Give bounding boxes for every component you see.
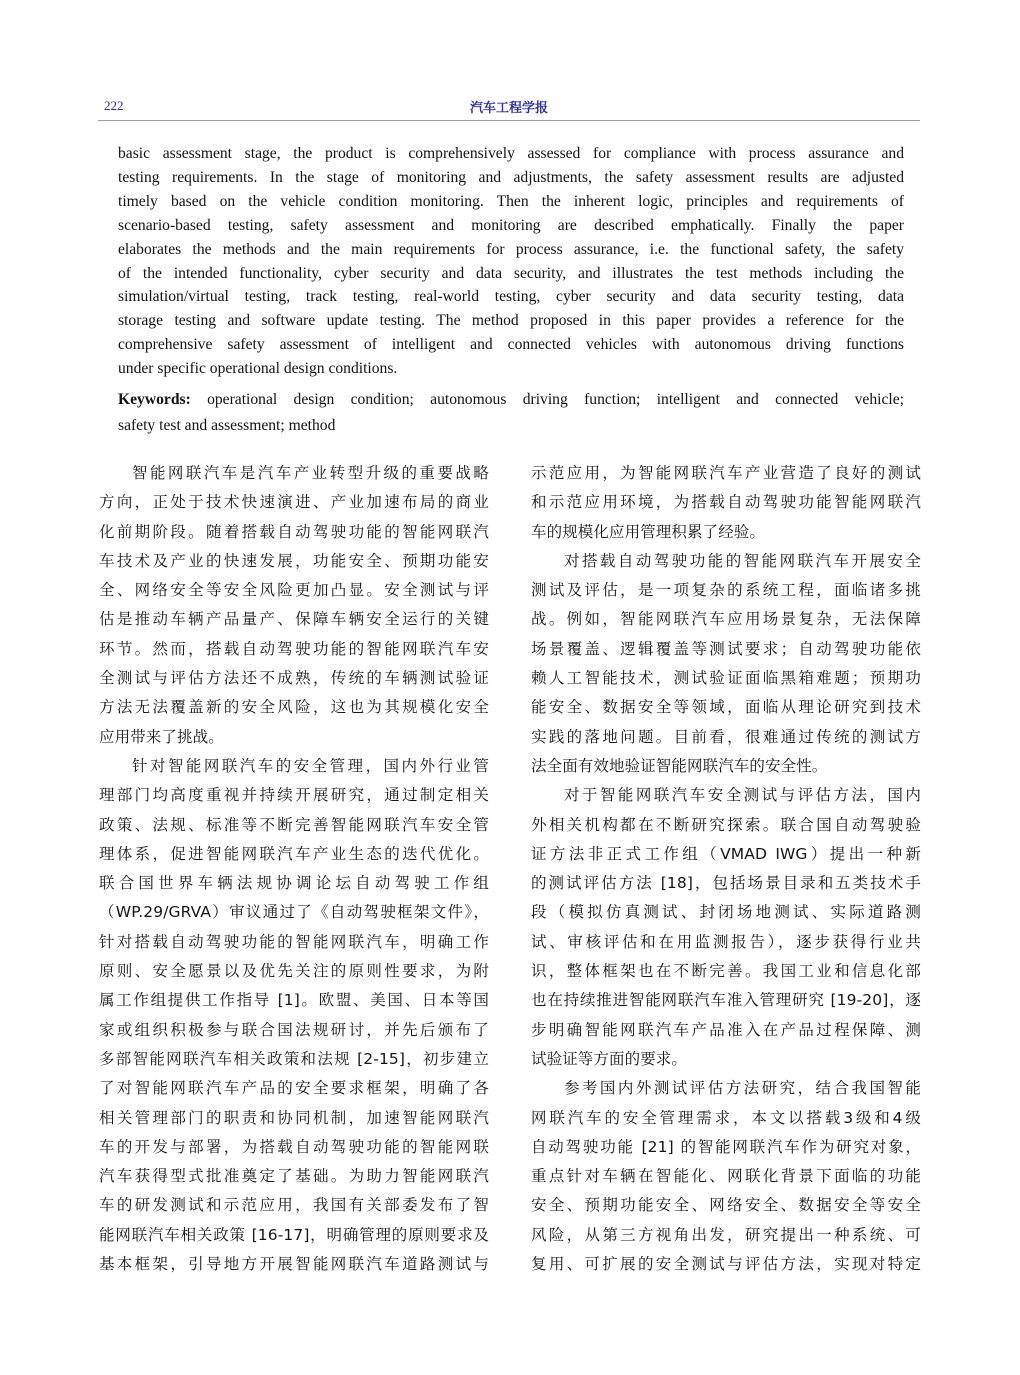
abstract-line: testing requirements. In the stage of monitoring and adjustments, the safety assessment results are adjusted xyxy=(118,168,904,186)
abstract-line: scenario-based testing, safety assessment and monitoring are described emphatically. Finally the paper xyxy=(118,216,904,234)
body-line: 了对智能网联汽车产品的安全要求框架，明确了各 xyxy=(99,1079,489,1098)
body-line: 家或组织积极参与联合国法规研讨，并先后颁布了 xyxy=(99,1020,489,1039)
body-line: 风险，从第三方视角出发，研究提出一种系统、可 xyxy=(531,1225,921,1244)
body-line: 对于智能网联汽车安全测试与评估方法，国内 xyxy=(564,786,921,805)
abstract-line: storage testing and software update testing. The method proposed in this paper provides a reference for the xyxy=(118,312,904,330)
body-line: 试验证等方面的要求。 xyxy=(531,1049,688,1068)
body-line: 针对搭载自动驾驶功能的智能网联汽车，明确工作 xyxy=(99,932,489,951)
abstract-line: simulation/virtual testing, track testing, real-world testing, cyber security and data security testing, data xyxy=(118,288,904,306)
abstract-line: basic assessment stage, the product is comprehensively assessed for compliance with process assurance and xyxy=(118,145,904,162)
body-line: 网联汽车的安全管理需求，本文以搭载3级和4级 xyxy=(531,1108,921,1127)
body-line: 的测试评估方法 [18]，包括场景目录和五类技术手 xyxy=(531,874,921,893)
body-line: 证方法非正式工作组（VMAD IWG）提出一种新 xyxy=(531,844,921,863)
body-line: 多部智能网联汽车相关政策和法规 [2-15]，初步建立 xyxy=(99,1049,489,1068)
body-line: 安全、预期功能安全、网络安全、数据安全等安全 xyxy=(531,1196,921,1215)
body-line: 化前期阶段。随着搭载自动驾驶功能的智能网联汽 xyxy=(99,522,489,541)
keywords-line xyxy=(118,387,904,413)
body-line: 参考国内外测试评估方法研究，结合我国智能 xyxy=(564,1079,921,1098)
keywords-label: Keywords: xyxy=(118,391,191,408)
keywords-line: safety test and assessment; method xyxy=(118,417,336,434)
body-line: 估是推动车辆产品量产、保障车辆安全运行的关键 xyxy=(99,610,489,629)
body-line: 车的研发测试和示范应用，我国有关部委发布了智 xyxy=(99,1196,489,1215)
english-abstract xyxy=(118,142,904,381)
body-line: 场景覆盖、逻辑覆盖等测试要求；自动驾驶功能依 xyxy=(531,639,921,658)
body-line: 示范应用，为智能网联汽车产业营造了良好的测试 xyxy=(531,464,921,482)
body-line: 基本框架，引导地方开展智能网联汽车道路测试与 xyxy=(99,1255,489,1274)
body-line: 理部门均高度重视并持续开展研究，通过制定相关 xyxy=(99,786,489,805)
body-line: 政策、法规、标准等不断完善智能网联汽车安全管 xyxy=(99,815,489,834)
body-line: 测试及评估，是一项复杂的系统工程，面临诸多挑 xyxy=(531,581,921,600)
body-line: 外相关机构都在不断研究探索。联合国自动驾驶验 xyxy=(531,815,921,834)
body-line: （WP.29/GRVA）审议通过了《自动驾驶框架文件》， xyxy=(99,903,489,922)
page-header xyxy=(98,96,920,121)
body-line: 原则、安全愿景以及优先关注的原则性要求，为附 xyxy=(99,962,489,981)
body-line: 战。例如，智能网联汽车应用场景复杂，无法保障 xyxy=(531,610,921,629)
body-line: 环节。然而，搭载自动驾驶功能的智能网联汽车安 xyxy=(99,639,489,658)
body-line: 试、审核评估和在用监测报告），逐步获得行业共 xyxy=(531,932,921,951)
keywords-block xyxy=(118,387,904,439)
body-line: 也在持续推进智能网联汽车准入管理研究 [19-20]，逐 xyxy=(531,991,921,1010)
body-line: 赖人工智能技术，测试验证面临黑箱难题；预期功 xyxy=(531,669,921,688)
body-line: 识，整体框架也在不断完善。我国工业和信息化部 xyxy=(531,962,921,981)
abstract-line: of the intended functionality, cyber security and data security, and illustrates the test methods including the xyxy=(118,264,904,282)
body-line: 重点针对车辆在智能化、网联化背景下面临的功能 xyxy=(531,1167,921,1186)
body-line: 和示范应用环境，为搭载自动驾驶功能智能网联汽 xyxy=(531,493,921,512)
body-line: 应用带来了挑战。 xyxy=(99,727,224,746)
body-line: 复用、可扩展的安全测试与评估方法，实现对特定 xyxy=(531,1255,921,1274)
body-line: 能安全、数据安全等领域，面临从理论研究到技术 xyxy=(531,698,921,717)
body-line: 对搭载自动驾驶功能的智能网联汽车开展安全 xyxy=(564,551,921,570)
page-number: 222 xyxy=(104,98,124,113)
abstract-line: under specific operational design conditions. xyxy=(118,360,398,378)
body-line: 车的规模化应用管理积累了经验。 xyxy=(531,522,766,541)
body-line: 全测试与评估方法还不成熟，传统的车辆测试验证 xyxy=(99,669,489,688)
abstract-line: timely based on the vehicle condition monitoring. Then the inherent logic, principles and requirements of xyxy=(118,192,904,210)
body-line: 段（模拟仿真测试、封闭场地测试、实际道路测 xyxy=(531,903,921,922)
keywords-text: operational design condition; autonomous driving function; intelligent and connected vehicle; xyxy=(190,391,904,408)
body-line: 针对智能网联汽车的安全管理，国内外行业管 xyxy=(132,756,489,775)
abstract-line: elaborates the methods and the main requirements for process assurance, i.e. the functional safety, the safety xyxy=(118,240,904,258)
body-line: 全、网络安全等安全风险更加凸显。安全测试与评 xyxy=(99,581,489,600)
body-line: 能网联汽车相关政策 [16-17]，明确管理的原则要求及 xyxy=(99,1225,489,1244)
body-line: 方向，正处于技术快速演进、产业加速布局的商业 xyxy=(99,493,489,512)
body-line: 相关管理部门的职责和协同机制，加速智能网联汽 xyxy=(99,1108,489,1127)
body-column-left xyxy=(99,459,489,1279)
body-line: 属工作组提供工作指导 [1]。欧盟、美国、日本等国 xyxy=(99,991,489,1010)
body-line: 车技术及产业的快速发展，功能安全、预期功能安 xyxy=(99,551,489,570)
body-line: 汽车获得型式批准奠定了基础。为助力智能网联汽 xyxy=(99,1167,489,1186)
body-line: 智能网联汽车是汽车产业转型升级的重要战略 xyxy=(132,464,489,482)
abstract-line: comprehensive safety assessment of intelligent and connected vehicles with autonomous driving functions xyxy=(118,336,904,354)
body-line: 联合国世界车辆法规协调论坛自动驾驶工作组 xyxy=(99,874,489,893)
body-line: 方法无法覆盖新的安全风险，这也为其规模化安全 xyxy=(99,698,489,717)
body-line: 实践的落地问题。目前看，很难通过传统的测试方 xyxy=(531,727,921,746)
body-column-right xyxy=(531,459,921,1279)
body-line: 理体系，促进智能网联汽车产业生态的迭代优化。 xyxy=(99,844,489,863)
body-line: 自动驾驶功能 [21] 的智能网联汽车作为研究对象， xyxy=(531,1137,921,1156)
journal-title: 汽车工程学报 xyxy=(469,101,548,116)
body-line: 法全面有效地验证智能网联汽车的安全性。 xyxy=(531,756,828,775)
body-line: 步明确智能网联汽车产品准入在产品过程保障、测 xyxy=(531,1020,921,1039)
body-line: 车的开发与部署，为搭载自动驾驶功能的智能网联 xyxy=(99,1137,489,1156)
